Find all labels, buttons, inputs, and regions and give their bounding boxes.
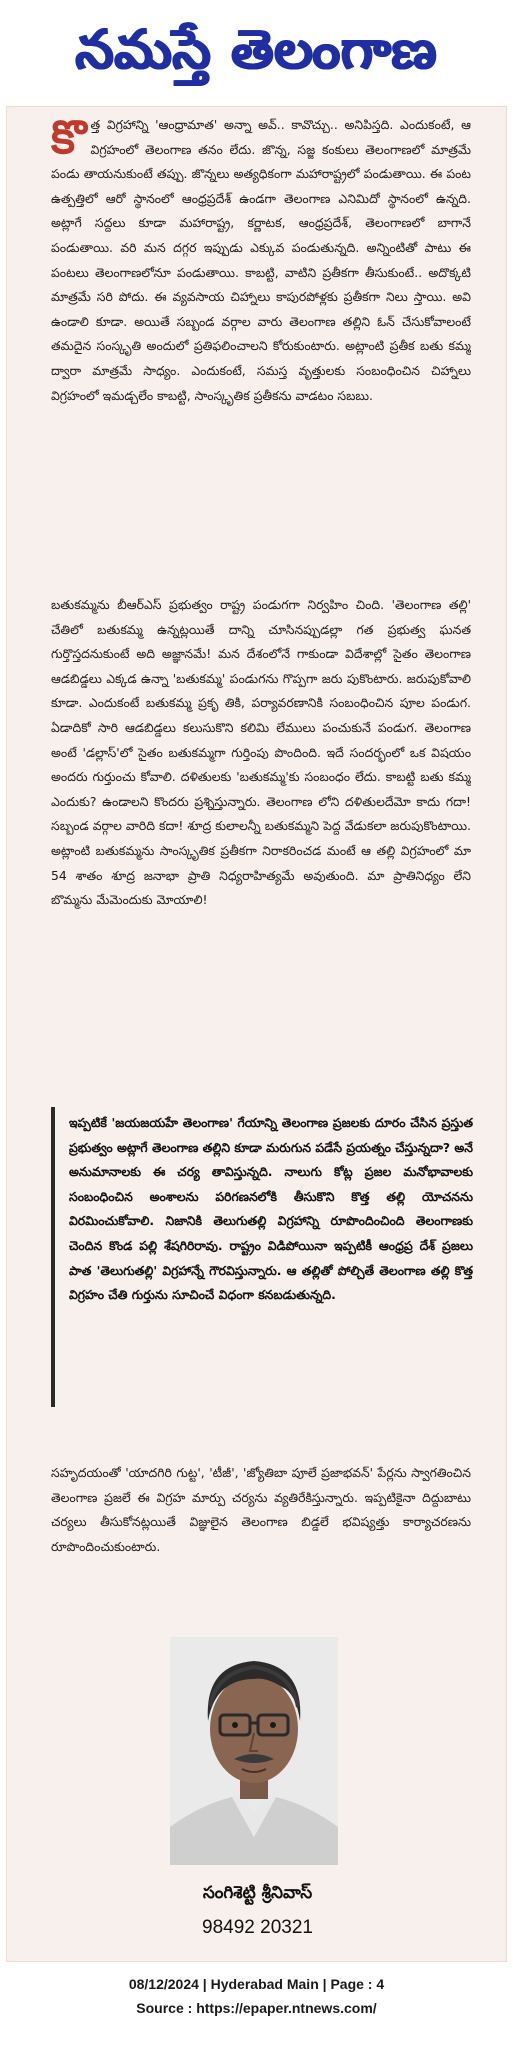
masthead-title: నమస్తే తెలంగాణ [75, 18, 438, 81]
article-clipping [6, 106, 507, 1962]
article-paragraph-3: సహృదయంతో 'యాదగిరి గుట్ట', 'టీజీ', 'జ్యోతిబా పూలే ప్రజాభవన్' పేర్లను స్వాగతించిన తెలంగాణ ప్రజలే ఈ విగ్రహ మార్పు చర్యను వ్యతిరేకిస్తున్నారు. ఇప్పటికైనా దిద్దుబాటు చర్యలు తీసుకోనట్లయితే విజ్ఞులైన తెలంగాణ బిడ్డలే భవిష్యత్తు కార్యాచరణను రూపొందించుకుంటారు. [51, 1465, 471, 1554]
dropcap: కొ [51, 113, 87, 164]
article-paragraph-1 [51, 113, 471, 533]
pull-quote [51, 1107, 483, 1407]
author-phone: 98492 20321 [202, 1917, 313, 1938]
pull-quote-text: ఇప్పటికే 'జయజయహే తెలంగాణ' గేయాన్ని తెలంగాణ ప్రజలకు దూరం చేసిన ప్రస్తుత ప్రభుత్వం అట్లాగే తెలంగాణ తల్లిని కూడా మరుగున పడేసే ప్రయత్నం చేస్తున్నదా? అనే అనుమానాలకు ఈ చర్య తావిస్తున్నది. నాలుగు కోట్ల ప్రజల మనోభావాలకు సంబంధించిన అంశాలను పరిగణనలోకి తీసుకొని కొత్త తల్లి యోచనను విరమించుకోవాలి. నిజానికి తెలుగుతల్లి విగ్రహాన్ని రూపొందించింది తెలంగాణకు చెందిన కొండ పల్లి శేషగిరిరావు. రాష్ట్రం విడిపోయినా ఇప్పటికీ ఆంధ్రప్ర దేశ్ ప్రజలు పాత 'తెలుగుతల్లి' విగ్రహాన్నే గౌరవిస్తున్నారు. ఆ తల్లితో పోల్చితే తెలంగాణ తల్లి కొత్త విగ్రహం చేతి గుర్తును సూచించే విధంగా కనబడుతున్నది. [69, 1115, 473, 1303]
author-photo [170, 1637, 338, 1865]
footer-edition-info: 08/12/2024 | Hyderabad Main | Page : 4 [128, 1976, 385, 1992]
footer [0, 1972, 513, 2020]
footer-source: Source : https://epaper.ntnews.com/ [136, 2000, 377, 2016]
author-portrait-image [170, 1637, 338, 1865]
author-name: సంగిశెట్టి శ్రీనివాస్ [202, 1883, 313, 1903]
paragraph-1-text: త్త విగ్రహాన్ని 'ఆంధ్రామాత' అన్నా అవ్.. కావొచ్చు.. అనిపిస్తది. ఎందుకంటే, ఆ విగ్రహంలో తెలంగాణ తనం లేదు. జొన్న, సజ్జ కంకులు తెలంగాణలో మాత్రమే పండు తాయనుకుంటే తప్పు. జొన్నలు అత్యధికంగా మహారాష్ట్రలో పండుతాయి. ఈ పంట ఉత్పత్తిలో ఆరో స్థానంలో ఆంధ్రప్రదేశ్ ఉండగా తెలంగాణ ఎనిమిదో స్థానంలో ఉన్నది. అట్లాగే సద్దలు కూడా మహారాష్ట్ర, కర్ణాటక, ఆంధ్రప్రదేశ్, తెలంగాణలో బాగానే పండుతాయి. వరి మన దగ్గర ఇప్పుడు ఎక్కువ పండుతున్నది. అన్నింటితో పాటు ఈ పంటలు తెలంగాణలోనూ పండుతాయి. కాబట్టి, వాటిని ప్రతీకగా తీసుకుంటే.. అదొక్కటి మాత్రమే సరి పోదు. ఈ వ్యవసాయ చిహ్నాలు కాపురపోళ్లకు ప్రతీకగా నిలు స్తాయి. అవి ఉండాలి కూడా. అయితే సబ్బండ వర్గాల వారు తెలంగాణ తల్లిని ఓన్ చేసుకోవాలంటే తమదైన సంస్కృతి అందులో ప్రతిఫలించాలని కోరుకుంటారు. అట్లాంటి ప్రతీక బతు కమ్మ ద్వారా మాత్రమే సాధ్యం. ఎందుకంటే, సమస్త వృత్తులకు సంబంధించిన చిహ్నాలు విగ్రహంలో ఇమడ్చలేం కాబట్టి, సాంస్కృతిక ప్రతీకను వాడటం సబబు. [51, 117, 471, 403]
masthead [0, 0, 513, 100]
article-paragraph-2: బతుకమ్మను బీఆర్‌ఎస్ ప్రభుత్వం రాష్ట్ర పండుగగా నిర్వహిం చింది. 'తెలంగాణ తల్లి' చేతిలో బతుకమ్మ ఉన్నట్లయితే దాన్ని చూసినప్పుడల్లా గత ప్రభుత్వ ఘనత గుర్తొస్తదనుకుంటే అది అజ్ఞానమే! మన దేశంలోనే గాకుండా విదేశాల్లో సైతం తెలంగాణ ఆడబిడ్డలు ఎక్కడ ఉన్నా 'బతుకమ్మ' పండుగను గొప్పగా జరు పుకొంటారు. జరుపుకోవాలి కూడా. ఎందుకంటే బతుకమ్మ ప్రకృ తికి, పర్యావరణానికి సంబంధించిన పూల పండుగ. ఏడాదికో సారి ఆడబిడ్డలు కలుసుకొని కలిమి లేములు పంచుకునే పండుగ. తెలంగాణ అంటే 'డల్లాస్'లో సైతం బతుకమ్మగా గుర్తింపు పొందింది. ఇదే సందర్భంలో ఒక విషయం అందరు గుర్తుంచు కోవాలి. దళితులకు 'బతుకమ్మ'కు సంబంధం లేదు. కాబట్టి బతు కమ్మ ఎందుకు? ఉండాలని కొందరు ప్రశ్నిస్తున్నారు. తెలంగాణ లోని దళితులదేమో కాదు గదా! సబ్బండ వర్గాల వారిది కదా! శూద్ర కులాలన్నీ బతుకమ్మని పెద్ద వేడుకలా జరుపుకొంటాయి. అట్లాంటి బతుకమ్మను సాంస్కృతిక ప్రతీకగా నిరాకరించడ మంటే ఆ తల్లి విగ్రహంలో మా 54 శాతం శూద్ర జనాభా ప్రాతి నిధ్యరాహిత్యమే అవుతుంది. మా ప్రాతినిధ్యం లేని బొమ్మను మేమెందుకు మోయాలి! [51, 597, 471, 908]
